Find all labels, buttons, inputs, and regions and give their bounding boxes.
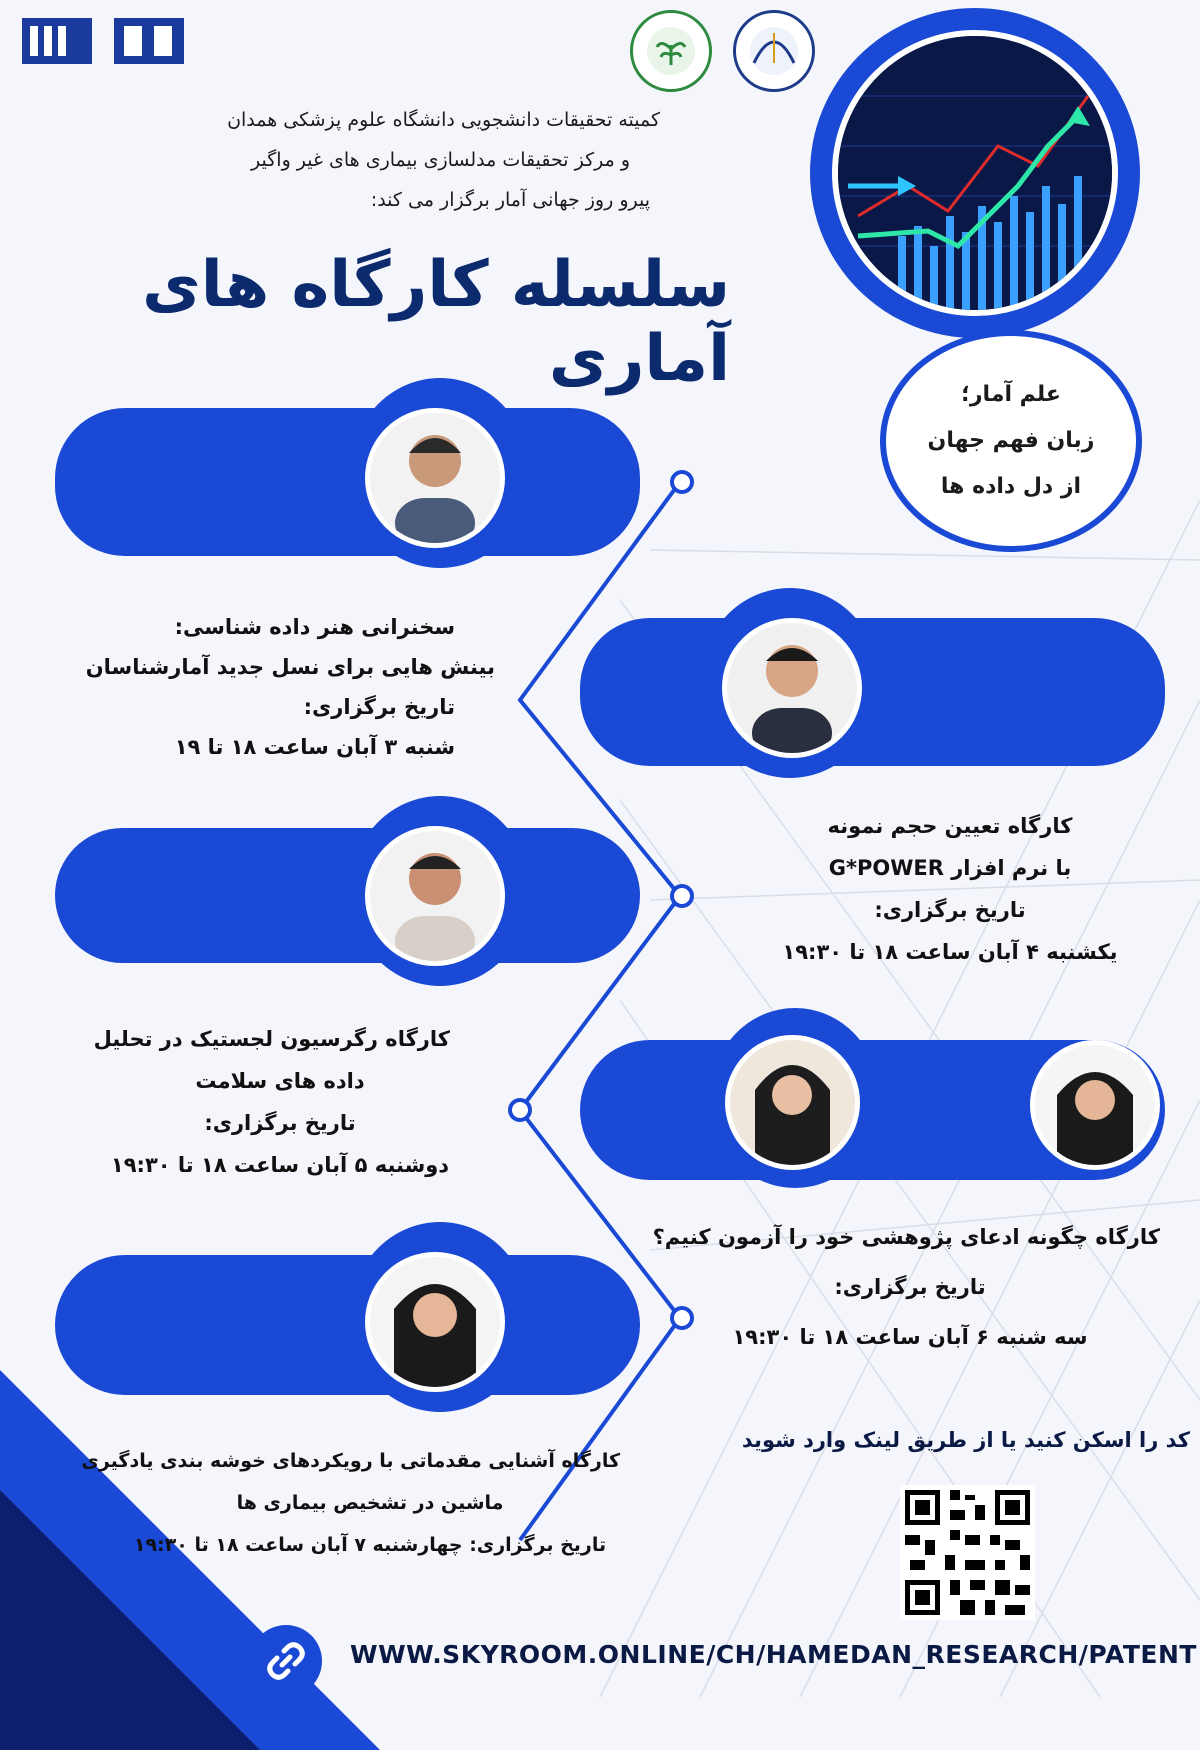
qr-code-icon[interactable] <box>900 1485 1035 1620</box>
workshop-3-title: کارگاه رگرسیون لجستیک در تحلیل <box>93 1027 450 1051</box>
workshop-2-subtitle: با نرم افزار G*POWER <box>828 856 1072 880</box>
workshop-5 <box>81 1440 620 1566</box>
workshop-1-subtitle: بینش هایی برای نسل جدید آمارشناسان <box>85 655 495 679</box>
quote-line-1: علم آمار؛ <box>961 382 1061 407</box>
workshop-2-date: یکشنبه ۴ آبان ساعت ۱۸ تا ۱۹:۳۰ <box>782 940 1118 964</box>
speaker-card-3 <box>55 828 640 963</box>
workshop-5-date: تاریخ برگزاری: چهارشنبه ۷ آبان ساعت ۱۸ تا ۱۹:۳۰ <box>133 1534 607 1556</box>
quote-line-3: از دل داده ها <box>940 474 1082 499</box>
workshop-1-title: سخنرانی هنر داده شناسی: <box>174 615 455 639</box>
page-title: سلسله کارگاه های آماری <box>142 248 730 396</box>
workshop-1 <box>45 607 495 767</box>
organizer-line-1: کمیته تحقیقات دانشجویی دانشگاه علوم پزشکی همدان <box>227 109 660 131</box>
organizer-line-2: و مرکز تحقیقات مدلسازی بیماری های غیر واگیر <box>251 149 630 171</box>
speaker-5-photo <box>365 1252 505 1392</box>
workshop-4-date: سه شنبه ۶ آبان ساعت ۱۸ تا ۱۹:۳۰ <box>732 1325 1088 1349</box>
speaker-3-photo <box>365 826 505 966</box>
workshop-5-title: کارگاه آشنایی مقدماتی با رویکردهای خوشه بندی یادگیری <box>81 1450 620 1472</box>
chart-image <box>832 30 1118 316</box>
workshop-5-subtitle: ماشین در تشخیص بیماری ها <box>236 1492 504 1514</box>
workshop-3-date-label: تاریخ برگزاری: <box>204 1111 356 1135</box>
speaker-4b-photo <box>1030 1040 1160 1170</box>
quote-circle <box>880 330 1142 552</box>
link-icon[interactable] <box>250 1625 322 1697</box>
speaker-card-5 <box>55 1255 640 1395</box>
quote-line-2: زبان فهم جهان <box>927 428 1095 453</box>
skyroom-link[interactable]: WWW.SKYROOM.ONLINE/CH/HAMEDAN_RESEARCH/PATENT <box>350 1640 1197 1669</box>
workshop-3-subtitle: داده های سلامت <box>195 1069 365 1093</box>
workshop-4-title: کارگاه چگونه ادعای پژوهشی خود را آزمون کنیم؟ <box>652 1225 1160 1249</box>
workshop-4 <box>652 1212 1160 1362</box>
organizer-line-3: پیرو روز جهانی آمار برگزار می کند: <box>370 189 650 211</box>
workshop-1-date-label: تاریخ برگزاری: <box>303 695 455 719</box>
scan-instruction: کد را اسکن کنید یا از طریق لینک وارد شوید <box>741 1428 1190 1452</box>
workshop-1-date: شنبه ۳ آبان ساعت ۱۸ تا ۱۹ <box>174 735 455 759</box>
workshop-2 <box>770 805 1130 973</box>
workshop-3 <box>93 1018 450 1186</box>
workshop-2-date-label: تاریخ برگزاری: <box>874 898 1026 922</box>
speaker-2-photo <box>722 618 862 758</box>
speaker-1-photo <box>365 408 505 548</box>
workshop-2-title: کارگاه تعیین حجم نمونه <box>827 814 1073 838</box>
workshop-4-date-label: تاریخ برگزاری: <box>834 1275 986 1299</box>
workshop-3-date: دوشنبه ۵ آبان ساعت ۱۸ تا ۱۹:۳۰ <box>110 1153 450 1177</box>
speaker-card-1 <box>55 408 640 556</box>
speaker-4a-photo <box>725 1035 860 1170</box>
